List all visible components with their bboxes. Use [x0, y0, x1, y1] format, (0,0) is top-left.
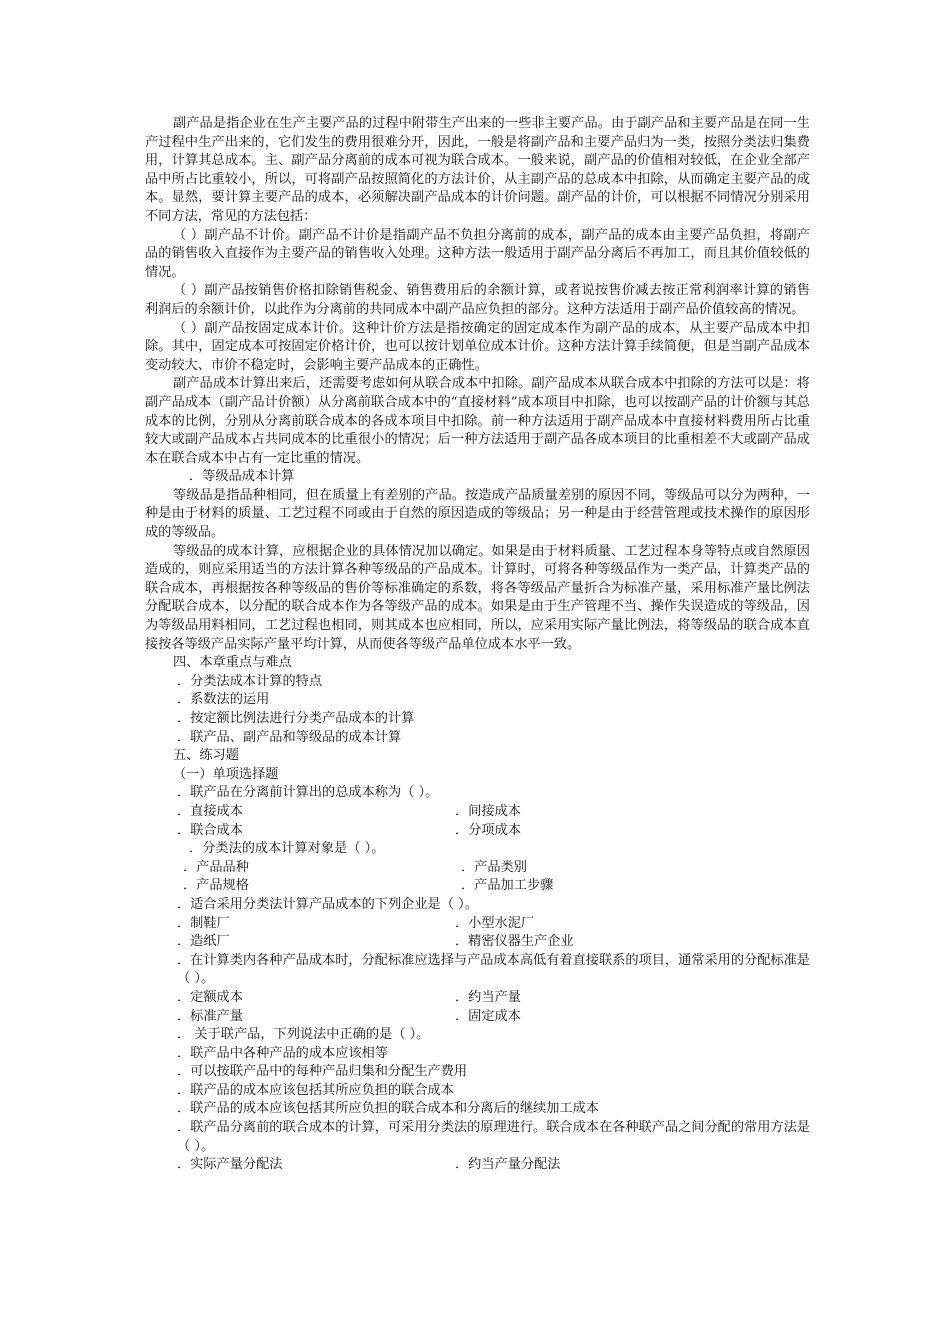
option-row — [145, 1008, 810, 1027]
paragraph-deduction: 副产品成本计算出来后，还需要考虑如何从联合成本中扣除。副产品成本从联合成本中扣除的方法可以是：将副产品成本（副产品计价额）从分离前联合成本中的“直接材料”成本项目中扣除，也可以按副产品的计价额与其总成本的比例，分别从分离前联合成本的各成本项目中扣除。前一种方法适用于副产品成本中直接材料费用所占比重较大或副产品成本占共同成本的比重很小的情况；后一种方法适用于副产品各成本项目的比重相差不大或副产品成本在联合成本中占有一定比重的情况。 — [145, 376, 810, 466]
option-d: ．产品加工步骤 — [461, 878, 554, 894]
option-b: ．产品类别 — [461, 859, 527, 875]
option-b: ．间接成本 — [455, 803, 521, 819]
key-point-item: ．分类法成本计算的特点 — [177, 673, 323, 689]
question-stem: ． 关于联产品，下列说法中正确的是（ ）。 — [177, 1027, 430, 1043]
question-stem: ．在计算类内各种产品成本时，分配标准应选择与产品成本高低有着直接联系的项目，通常采用的分配标准是（ ）。 — [177, 952, 810, 987]
section-heading-key-points: 四、本章重点与难点 — [173, 655, 292, 671]
option-d: ．联产品的成本应该包括其所应负担的联合成本和分离后的继续加工成本 — [177, 1101, 599, 1117]
key-point-item: ．联产品、副产品和等级品的成本计算 — [177, 729, 402, 745]
document-body — [145, 115, 810, 1175]
option-a: ．产品品种 — [183, 859, 249, 875]
option-c: ．造纸厂 — [177, 934, 230, 950]
option-c: ．标准产量 — [177, 1008, 243, 1024]
option-b: ．约当产量分配法 — [455, 1157, 561, 1173]
paragraph-method-no-pricing: （ ）副产品不计价。副产品不计价是指副产品不负担分离前的成本，副产品的成本由主要产品负担，将副产品的销售收入直接作为主要产品的销售收入处理。这种方法一般适用于副产品分离后不再加工，而且其价值较低的情况。 — [145, 227, 810, 280]
option-d: ．精密仪器生产企业 — [455, 934, 574, 950]
option-row — [145, 803, 810, 822]
option-row — [145, 859, 810, 878]
paragraph-byproduct-intro: 副产品是指企业在生产主要产品的过程中附带生产出来的一些非主要产品。由于副产品和主要产品是在同一生产过程中生产出来的，它们发生的费用很难分开，因此，一般是将副产品和主要产品归为一类，按照分类法归集费用，计算其总成本。主、副产品分离前的成本可视为联合成本。一般来说，副产品的价值相对较低，在企业全部产品中所占比重较小，所以，可将副产品按照简化的方法计价，从主副产品的总成本中扣除，从而确定主要产品的成本。显然，要计算主要产品的成本，必须解决副产品成本的计价问题。副产品的计价，可以根据不同情况分别采用不同方法，常见的方法包括： — [145, 116, 810, 224]
option-c: ．产品规格 — [183, 878, 249, 894]
option-row — [145, 915, 810, 934]
paragraph-method-sales-price: （ ）副产品按销售价格扣除销售税金、销售费用后的余额计算，或者说按售价减去按正常利润率计算的销售利润后的余额计价，以此作为分离前的共同成本中副产品应负担的部分。这种方法适用于副产品价值较高的情况。 — [145, 283, 810, 317]
option-b: ．约当产量 — [455, 989, 521, 1005]
question-stem: ．联产品在分离前计算出的总成本称为（ ）。 — [177, 785, 439, 801]
option-row — [145, 877, 810, 896]
paragraph-grade-costing: 等级品的成本计算，应根据企业的具体情况加以确定。如果是由于材料质量、工艺过程本身等特点或自然原因造成的，则应采用适当的方法计算各种等级品的产品成本。计算时，可将各种等级品作为一类产品，计算类产品的联合成本，再根据按各种等级品的售价等标准确定的系数，将各等级品产量折合为标准产量，采用标准产量比例法分配联合成本，以分配的联合成本作为各等级产品的成本。如果是由于生产管理不当、操作失误造成的等级品，因为等级品用料相同，工艺过程也相同，则其成本也应相同，所以，应采用实际产量比例法，将等级品的联合成本直接按各等级产品实际产量平均计算，从而使各等级产品单位成本水平一致。 — [145, 543, 810, 652]
option-c: ．联产品的成本应该包括其所应负担的联合成本 — [177, 1082, 454, 1098]
option-a: ．定额成本 — [177, 989, 243, 1005]
key-point-item: ．按定额比例法进行分类产品成本的计算 — [177, 711, 415, 726]
option-a: ．实际产量分配法 — [177, 1157, 283, 1173]
option-row — [145, 822, 810, 841]
option-row — [145, 933, 810, 952]
question-stem: ．适合采用分类法计算产品成本的下列企业是（ ）。 — [177, 896, 478, 912]
paragraph-grade-definition: 等级品是指品种相同，但在质量上有差别的产品。按造成产品质量差别的原因不同，等级品可以分为两种，一种是由于材料的质量、工艺过程不同或由于自然的原因造成的等级品；另一种是由于经营管理或技术操作的原因形成的等级品。 — [145, 487, 810, 541]
option-b: ．可以按联产品中的每种产品归集和分配生产费用 — [177, 1064, 468, 1080]
option-c: ．联合成本 — [177, 822, 243, 838]
option-row — [145, 989, 810, 1008]
paragraph-method-fixed-cost: （ ）副产品按固定成本计价。这种计价方法是指按确定的固定成本作为副产品的成本，从主要产品成本中扣除。其中，固定成本可按固定价格计价，也可以按计划单位成本计价。这种方法计算手续简便，但是当副产品成本变动较大、市价不稳定时，会影响主要产品成本的正确性。 — [145, 320, 810, 373]
key-point-item: ．系数法的运用 — [177, 692, 270, 708]
section-heading-exercises: 五、练习题 — [173, 748, 239, 764]
option-b: ．小型水泥厂 — [455, 915, 535, 931]
question-stem: ．分类法的成本计算对象是（ ）。 — [189, 841, 385, 857]
option-d: ．固定成本 — [455, 1008, 521, 1024]
option-d: ．分项成本 — [455, 822, 521, 838]
question-stem: ．联产品分离前的联合成本的计算，可采用分类法的原理进行。联合成本在各种联产品之间分配的常用方法是（ ）。 — [177, 1120, 810, 1154]
option-a: ．制鞋厂 — [177, 915, 230, 931]
option-row — [145, 1156, 810, 1175]
option-a: ．直接成本 — [177, 803, 243, 819]
subsection-heading-single-choice: （一）单项选择题 — [173, 766, 279, 782]
option-a: ．联产品中各种产品的成本应该相等 — [177, 1045, 388, 1061]
heading-grade-products: ．等级品成本计算 — [189, 469, 295, 485]
